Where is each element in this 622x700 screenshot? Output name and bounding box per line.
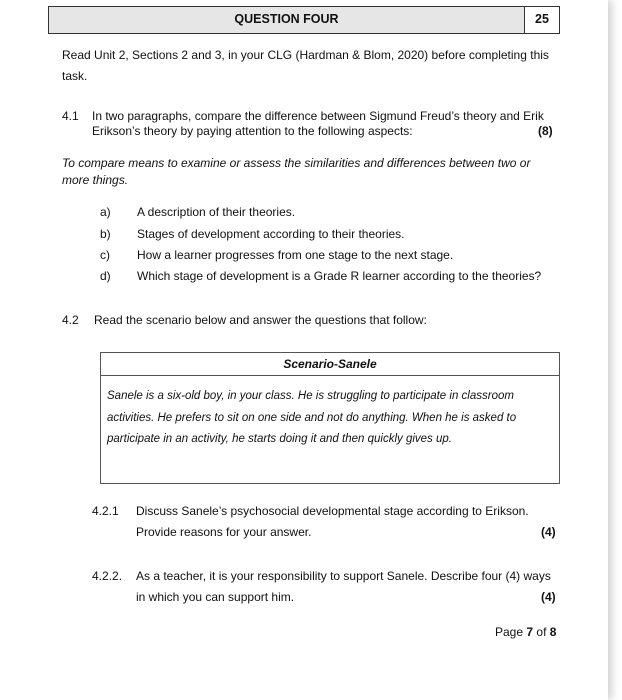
q41-line-1: In two paragraphs, compare the difference between Sigmund Freud’s theory and Erik <box>92 109 544 123</box>
of-label: of <box>536 625 547 639</box>
aspect-label: d) <box>100 269 111 283</box>
q421-line-2: Provide reasons for your answer. <box>136 525 312 539</box>
q41-number: 4.1 <box>62 109 79 123</box>
q41-line-2: Erikson’s theory by paying attention to the following aspects: <box>92 124 413 138</box>
aspect-text: Which stage of development is a Grade R learner according to the theories? <box>137 269 542 283</box>
scenario-line-2: activities. He prefers to sit on one side and not do anything. When he is asked to <box>107 411 517 424</box>
scenario-line-3: participate in an activity, he starts doing it and then quickly gives up. <box>107 433 452 445</box>
q421-number: 4.2.1 <box>92 504 119 518</box>
aspect-text: A description of their theories. <box>137 205 296 219</box>
aspect-text: Stages of development according to their theories. <box>137 227 405 241</box>
aspect-label: a) <box>100 205 111 219</box>
intro-line-1: Read Unit 2, Sections 2 and 3, in your CLG (Hardman & Blom, 2020) before completing this <box>62 48 549 62</box>
total-pages: 8 <box>549 625 557 639</box>
q422-marks: (4) <box>541 590 556 604</box>
current-page: 7 <box>526 625 534 639</box>
q422-number: 4.2.2. <box>92 569 123 583</box>
page-number <box>495 625 556 639</box>
question-title: QUESTION FOUR <box>234 12 339 26</box>
q422-line-2: in which you can support him. <box>136 590 295 604</box>
intro-line-2: task. <box>62 69 88 83</box>
q41-marks: (8) <box>538 124 553 138</box>
q421-line-1: Discuss Sanele’s psychosocial developmental stage according to Erikson. <box>136 504 529 518</box>
aspect-label: c) <box>100 248 110 262</box>
page-label: Page <box>495 625 524 639</box>
total-marks: 25 <box>524 7 559 33</box>
scenario-title: Scenario-Sanele <box>101 353 559 376</box>
scenario-box <box>100 352 560 484</box>
q42-number: 4.2 <box>62 313 79 327</box>
q421-marks: (4) <box>541 525 556 539</box>
scenario-line-1: Sanele is a six-old boy, in your class. He is struggling to participate in classroom <box>107 390 514 402</box>
q42-text: Read the scenario below and answer the questions that follow: <box>94 313 427 327</box>
scenario-body <box>101 376 559 451</box>
definition-line-2: more things. <box>62 173 129 187</box>
aspect-text: How a learner progresses from one stage to the next stage. <box>137 248 454 262</box>
definition-line-1: To compare means to examine or assess the similarities and differences between two or <box>62 156 531 170</box>
aspect-label: b) <box>100 227 111 241</box>
question-header <box>48 6 560 34</box>
q422-line-1: As a teacher, it is your responsibility to support Sanele. Describe four (4) ways <box>136 569 551 583</box>
